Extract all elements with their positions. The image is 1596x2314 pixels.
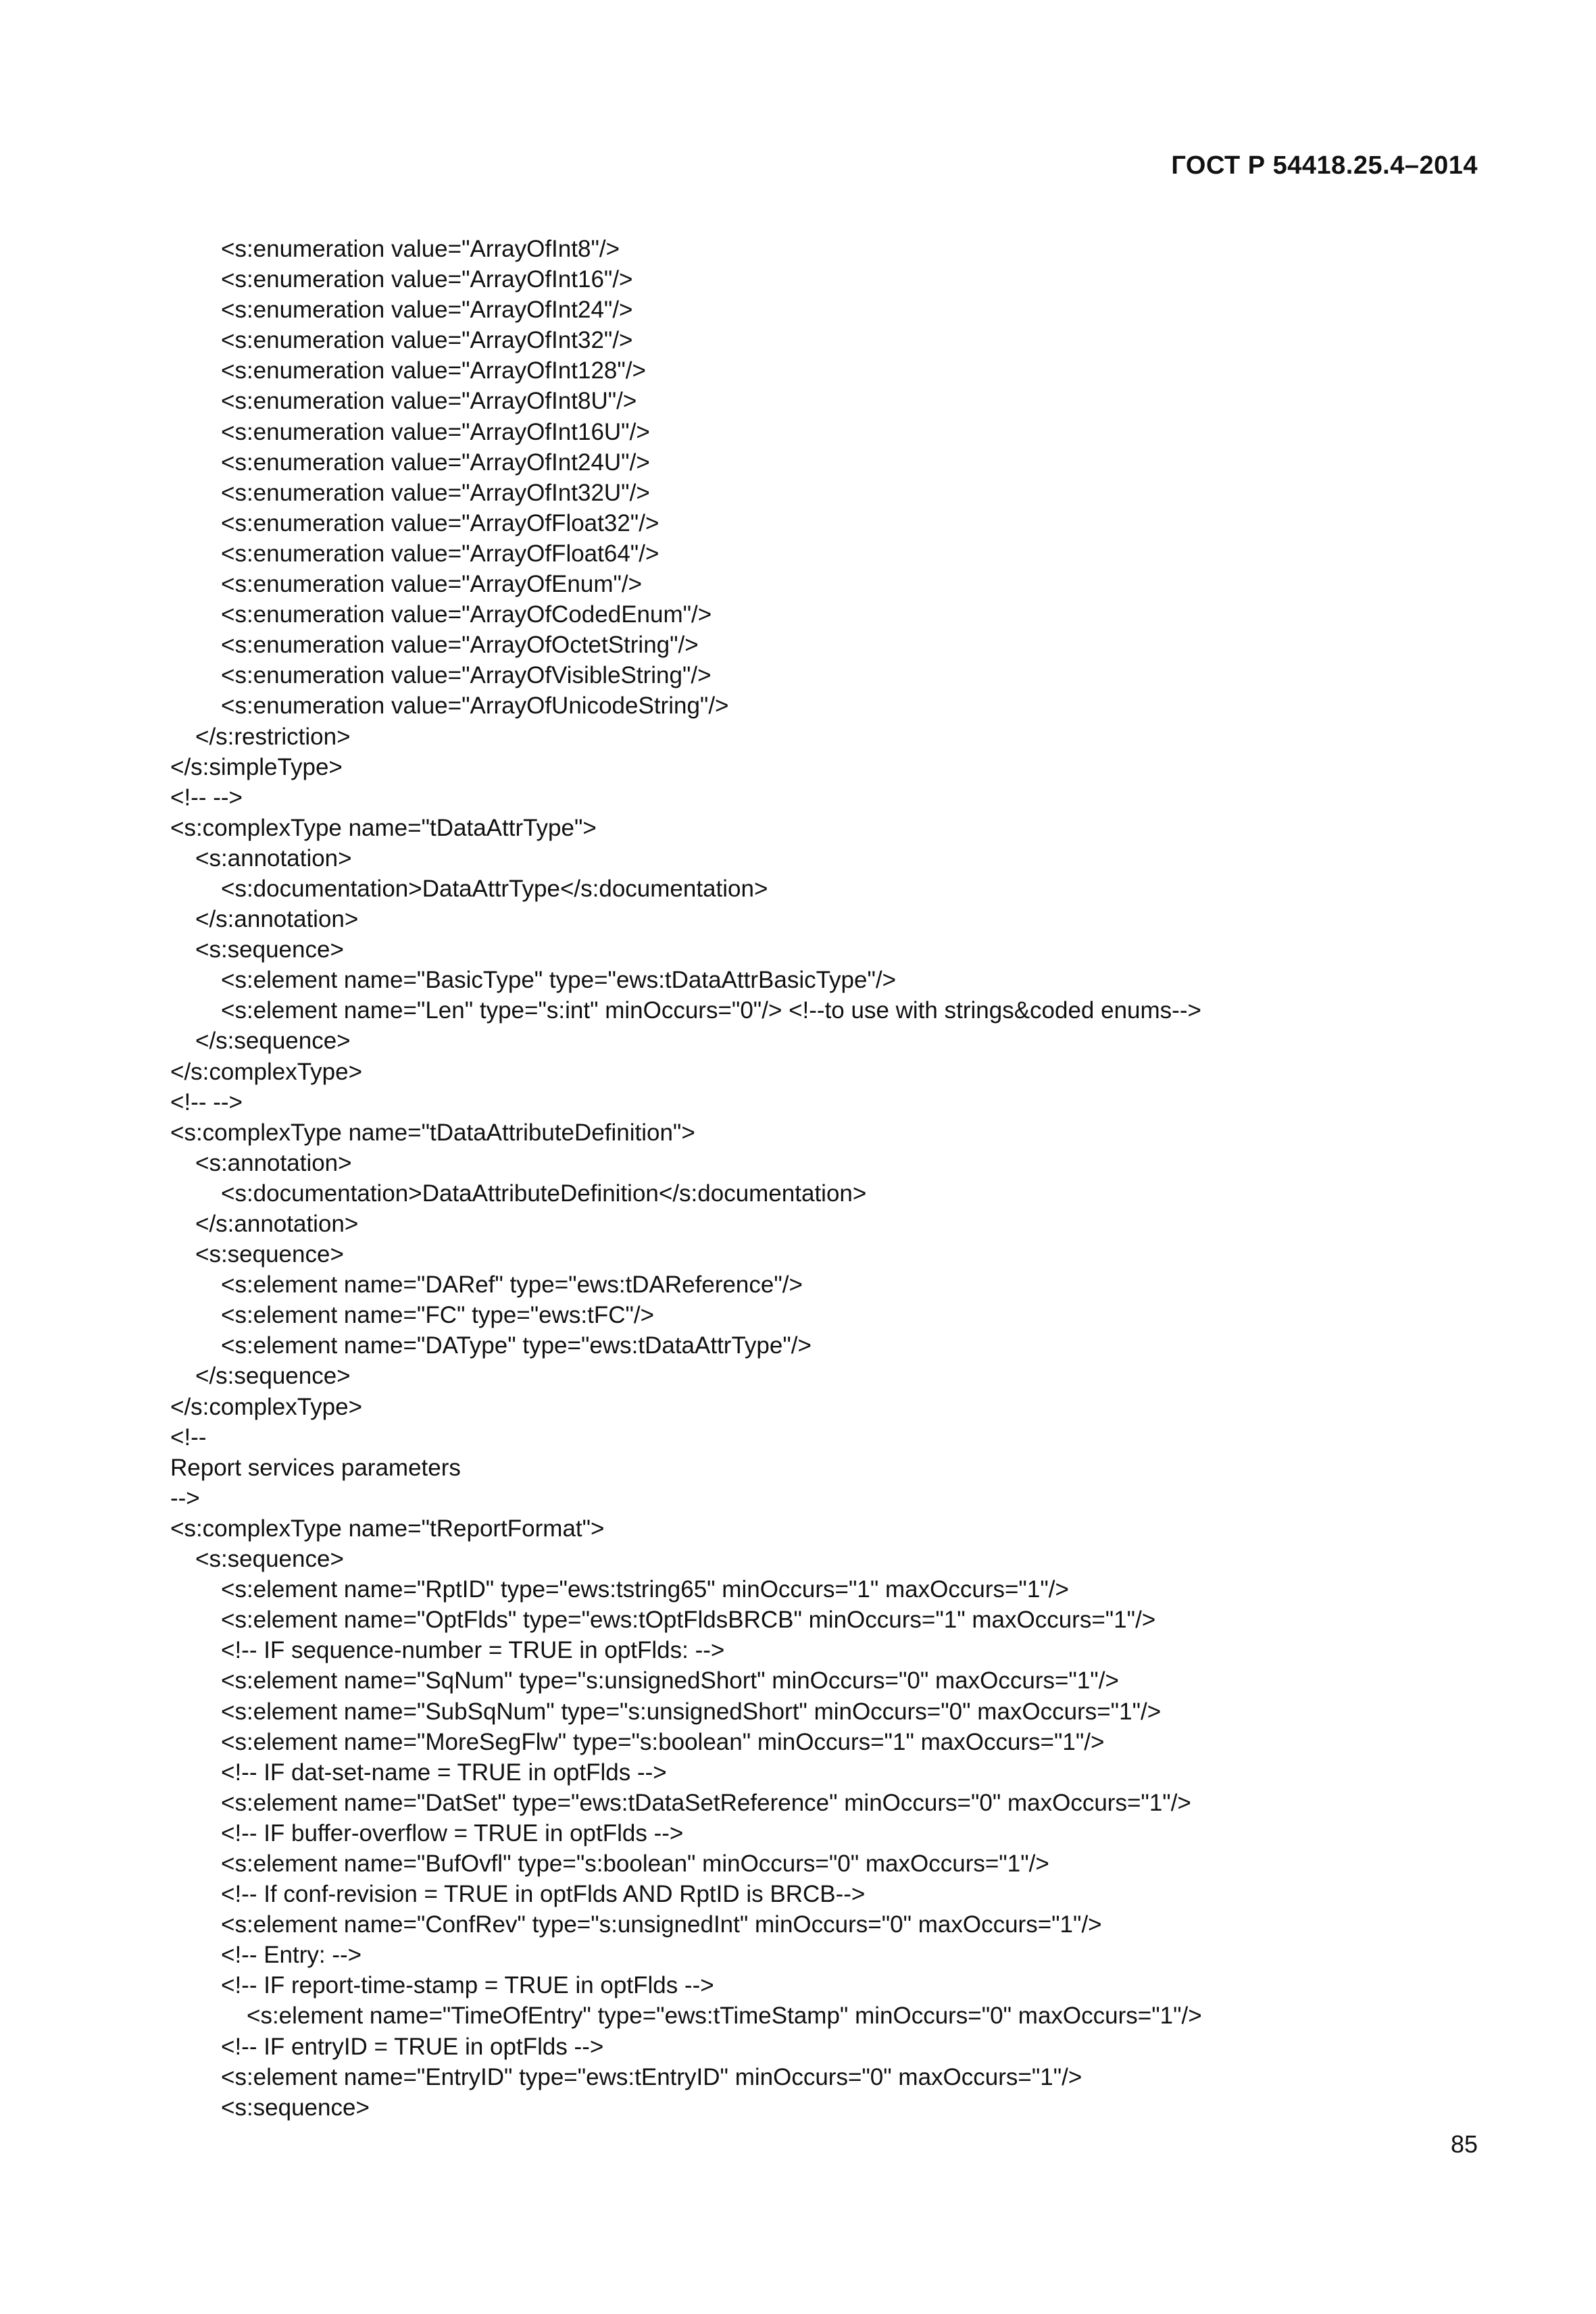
code-line: --> xyxy=(170,1484,200,1511)
code-line: <s:enumeration value="ArrayOfInt16U"/> xyxy=(221,418,650,445)
code-line: <s:enumeration value="ArrayOfInt24"/> xyxy=(221,297,633,324)
code-line: <s:enumeration value="ArrayOfFloat32"/> xyxy=(221,509,659,536)
code-line: <s:element name="BasicType" type="ews:tDataAttrBasicType"/> xyxy=(221,967,897,994)
page-number: 85 xyxy=(1450,2130,1478,2158)
code-line: <s:complexType name="tReportFormat"> xyxy=(170,1515,605,1542)
code-line: <s:sequence> xyxy=(195,936,344,963)
code-line: Report services parameters xyxy=(170,1454,461,1481)
code-line: </s:restriction> xyxy=(195,723,351,750)
code-line: </s:sequence> xyxy=(195,1363,351,1390)
code-line: <!-- IF sequence-number = TRUE in optFlds: --> xyxy=(221,1637,725,1664)
code-line: <s:enumeration value="ArrayOfInt16"/> xyxy=(221,266,633,293)
code-line: <s:documentation>DataAttributeDefinition</s:documentation> xyxy=(221,1180,867,1207)
code-line: <s:enumeration value="ArrayOfInt32U"/> xyxy=(221,479,650,506)
document-header-id: ГОСТ Р 54418.25.4–2014 xyxy=(1171,151,1478,180)
code-line: <s:element name="DARef" type="ews:tDAReference"/> xyxy=(221,1272,803,1299)
code-line: <s:element name="BufOvfl" type="s:boolean" minOccurs="0" maxOccurs="1"/> xyxy=(221,1850,1049,1877)
code-line: <s:sequence> xyxy=(195,1241,344,1268)
code-line: <s:complexType name="tDataAttributeDefinition"> xyxy=(170,1119,695,1146)
code-line: <s:enumeration value="ArrayOfCodedEnum"/> xyxy=(221,601,712,628)
code-line: </s:sequence> xyxy=(195,1028,351,1055)
code-line: <s:annotation> xyxy=(195,845,352,872)
code-line: <s:enumeration value="ArrayOfVisibleString"/> xyxy=(221,662,712,689)
code-line: <s:element name="DAType" type="ews:tDataAttrType"/> xyxy=(221,1332,812,1359)
code-listing xyxy=(0,234,1596,2123)
code-line: <s:element name="EntryID" type="ews:tEntryID" minOccurs="0" maxOccurs="1"/> xyxy=(221,2063,1082,2090)
code-line: <!-- IF report-time-stamp = TRUE in optFlds --> xyxy=(221,1972,714,1999)
code-line: <!-- Entry: --> xyxy=(221,1942,362,1969)
code-line: <s:enumeration value="ArrayOfInt24U"/> xyxy=(221,449,650,476)
code-line: <s:enumeration value="ArrayOfInt32"/> xyxy=(221,327,633,354)
code-line: <s:element name="OptFlds" type="ews:tOptFldsBRCB" minOccurs="1" maxOccurs="1"/> xyxy=(221,1607,1156,1634)
code-line: <!-- --> xyxy=(170,784,243,811)
code-line: <s:enumeration value="ArrayOfEnum"/> xyxy=(221,571,643,598)
code-line: <!-- --> xyxy=(170,1088,243,1115)
code-line: <s:element name="FC" type="ews:tFC"/> xyxy=(221,1302,655,1329)
code-line: <s:enumeration value="ArrayOfInt8"/> xyxy=(221,236,620,262)
code-line: </s:simpleType> xyxy=(170,753,343,780)
code-line: <s:element name="MoreSegFlw" type="s:boolean" minOccurs="1" maxOccurs="1"/> xyxy=(221,1728,1105,1755)
code-line: <s:enumeration value="ArrayOfFloat64"/> xyxy=(221,540,659,567)
code-line: <s:element name="RptID" type="ews:tstring65" minOccurs="1" maxOccurs="1"/> xyxy=(221,1576,1069,1603)
code-line: <!-- IF entryID = TRUE in optFlds --> xyxy=(221,2033,604,2060)
code-line: <s:element name="TimeOfEntry" type="ews:tTimeStamp" minOccurs="0" maxOccurs="1"/> xyxy=(247,2003,1202,2030)
code-line: <s:enumeration value="ArrayOfInt128"/> xyxy=(221,357,646,384)
code-line: <!-- IF dat-set-name = TRUE in optFlds --> xyxy=(221,1759,667,1786)
code-line: <!-- xyxy=(170,1424,207,1451)
code-line: <s:annotation> xyxy=(195,1149,352,1176)
code-line: <!-- IF buffer-overflow = TRUE in optFlds --> xyxy=(221,1819,684,1846)
code-line: <s:enumeration value="ArrayOfInt8U"/> xyxy=(221,388,637,415)
code-line: </s:complexType> xyxy=(170,1058,363,1085)
code-line: <!-- If conf-revision = TRUE in optFlds AND RptID is BRCB--> xyxy=(221,1881,866,1908)
code-line: <s:documentation>DataAttrType</s:documentation> xyxy=(221,875,768,902)
code-line: <s:sequence> xyxy=(221,2094,370,2121)
code-line: <s:enumeration value="ArrayOfUnicodeString"/> xyxy=(221,693,729,720)
code-line: </s:complexType> xyxy=(170,1393,363,1420)
code-line: </s:annotation> xyxy=(195,1211,359,1237)
code-line: <s:element name="ConfRev" type="s:unsignedInt" minOccurs="0" maxOccurs="1"/> xyxy=(221,1911,1102,1938)
code-line: <s:element name="Len" type="s:int" minOccurs="0"/> <!--to use with strings&coded enums--> xyxy=(221,997,1201,1024)
code-line: <s:enumeration value="ArrayOfOctetString"/> xyxy=(221,632,699,659)
code-line: <s:complexType name="tDataAttrType"> xyxy=(170,814,597,841)
code-line: <s:element name="DatSet" type="ews:tDataSetReference" minOccurs="0" maxOccurs="1"/> xyxy=(221,1789,1191,1816)
code-line: <s:element name="SubSqNum" type="s:unsignedShort" minOccurs="0" maxOccurs="1"/> xyxy=(221,1698,1162,1725)
code-line: </s:annotation> xyxy=(195,906,359,933)
code-line: <s:element name="SqNum" type="s:unsignedShort" minOccurs="0" maxOccurs="1"/> xyxy=(221,1667,1119,1694)
code-line: <s:sequence> xyxy=(195,1546,344,1573)
